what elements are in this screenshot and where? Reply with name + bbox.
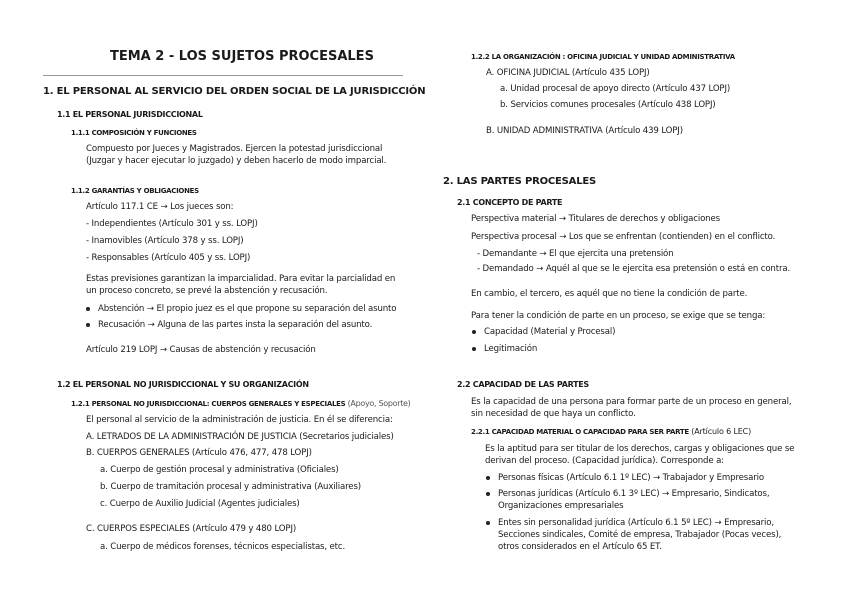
- section-1-2-2-heading: 1.2.2 LA ORGANIZACIÓN : OFICINA JUDICIAL Y UNIDAD ADMINISTRATIVA: [471, 53, 735, 61]
- section-1-1-1-heading: 1.1.1 COMPOSICIÓN Y FUNCIONES: [71, 129, 197, 137]
- paragraph-composition-line2: (Juzgar y hacer ejecutar lo juzgado) y deben hacerlo de modo imparcial.: [86, 156, 387, 166]
- bullet-capacity: [472, 327, 615, 338]
- list-item-b-c: c. Cuerpo de Auxilio Judicial (Agentes judiciales): [100, 499, 300, 509]
- bullet-abstention-text: Abstención → El propio juez es el que propone su separación del asunto: [98, 304, 397, 314]
- bullet-recusal-text: Recusación → Alguna de las partes insta la separación del asunto.: [98, 320, 373, 330]
- list-item-c-a: a. Cuerpo de médicos forenses, técnicos especialistas, etc.: [100, 542, 346, 552]
- bullet-legitimation: [472, 344, 537, 355]
- list-item-b-a: a. Cuerpo de gestión procesal y administrativa (Oficiales): [100, 465, 339, 475]
- section-2-2-heading: 2.2 CAPACIDAD DE LAS PARTES: [457, 380, 589, 389]
- third-party-line: En cambio, el tercero, es aquél que no tiene la condición de parte.: [471, 289, 748, 299]
- section-2-2-1-title: 2.2.1 CAPACIDAD MATERIAL O CAPACIDAD PARA SER PARTE: [471, 428, 689, 436]
- list-item-a: A. LETRADOS DE LA ADMINISTRACIÓN DE JUSTICIA (Secretarios judiciales): [86, 432, 394, 442]
- section-1-2-heading: 1.2 EL PERSONAL NO JURISDICCIONAL Y SU ORGANIZACIÓN: [57, 380, 309, 389]
- list-item-c: C. CUERPOS ESPECIALES (Artículo 479 y 480 LOPJ): [86, 524, 297, 534]
- guarantee-independent: - Independientes (Artículo 301 y ss. LOPJ): [86, 219, 258, 229]
- paragraph-aptitude-line1: Es la aptitud para ser titular de los derechos, cargas y obligaciones que se: [485, 444, 795, 454]
- plaintiff-line: - Demandante → El que ejercita una pretensión: [477, 249, 674, 259]
- bullet-icon: [472, 347, 476, 351]
- section-2-heading: 2. LAS PARTES PROCESALES: [443, 176, 597, 187]
- paragraph-composition-line1: Compuesto por Jueces y Magistrados. Ejercen la potestad jurisdiccional: [86, 144, 383, 154]
- section-1-2-1-title: 1.2.1 PERSONAL NO JURISDICCIONAL: CUERPOS GENERALES Y ESPECIALES: [71, 400, 346, 408]
- bullet-icon: [486, 492, 490, 496]
- section-1-heading: 1. EL PERSONAL AL SERVICIO DEL ORDEN SOCIAL DE LA JURISDICCIÓN: [43, 86, 426, 97]
- section-2-1-heading: 2.1 CONCEPTO DE PARTE: [457, 198, 563, 207]
- defendant-line: - Demandado → Aquél al que se le ejercita esa pretensión o está en contra.: [477, 264, 791, 274]
- material-perspective: Perspectiva material → Titulares de derechos y obligaciones: [471, 214, 720, 224]
- section-1-1-2-heading: 1.1.2 GARANTÍAS Y OBLIGACIONES: [71, 187, 199, 195]
- paragraph-capacity-line1: Es la capacidad de una persona para formar parte de un proceso en general,: [471, 397, 792, 407]
- paragraph-capacity-line2: sin necesidad de que haya un conflicto.: [471, 409, 636, 419]
- org-item-a-a: a. Unidad procesal de apoyo directo (Artículo 437 LOPJ): [500, 84, 731, 94]
- section-2-2-1-note: (Artículo 6 LEC): [688, 427, 752, 436]
- paragraph-staff: El personal al servicio de la administración de justicia. En él se diferencia:: [86, 415, 393, 425]
- org-item-a: A. OFICINA JUDICIAL (Artículo 435 LOPJ): [486, 68, 650, 78]
- bullet-entities: [486, 518, 774, 529]
- bullet-icon: [486, 521, 490, 525]
- article-219-line: Artículo 219 LOPJ → Causas de abstención y recusación: [86, 345, 316, 355]
- list-item-b-b: b. Cuerpo de tramitación procesal y administrativa (Auxiliares): [100, 482, 361, 492]
- paragraph-aptitude-line2: derivan del proceso. (Capacidad jurídica). Corresponde a:: [485, 456, 724, 466]
- bullet-legal-persons-text: Personas jurídicas (Artículo 6.1 3º LEC) → Empresario, Sindicatos,: [498, 489, 770, 499]
- paragraph-impartiality-line2: un proceso concreto, se prevé la abstención y recusación.: [86, 286, 328, 296]
- section-1-2-1-heading: [71, 398, 411, 410]
- bullet-legal-persons: [486, 489, 769, 500]
- section-1-1-heading: 1.1 EL PERSONAL JURISDICCIONAL: [57, 110, 203, 119]
- org-item-b: B. UNIDAD ADMINISTRATIVA (Artículo 439 LOPJ): [486, 126, 683, 136]
- bullet-icon: [472, 330, 476, 334]
- bullet-natural-persons: [486, 473, 764, 484]
- bullet-legitimation-text: Legitimación: [484, 344, 538, 354]
- bullet-capacity-text: Capacidad (Material y Procesal): [484, 327, 616, 337]
- title-divider: [43, 75, 403, 76]
- bullet-icon: [86, 323, 90, 327]
- bullet-legal-persons-cont: Organizaciones empresariales: [498, 501, 624, 511]
- page-title: TEMA 2 - LOS SUJETOS PROCESALES: [110, 49, 374, 64]
- bullet-icon: [86, 307, 90, 311]
- list-item-b: B. CUERPOS GENERALES (Artículo 476, 477, 478 LOPJ): [86, 448, 312, 458]
- bullet-recusal: [86, 320, 372, 331]
- section-1-2-1-note: (Apoyo, Soporte): [345, 399, 411, 408]
- article-117-line: Artículo 117.1 CE → Los jueces son:: [86, 202, 234, 212]
- procedural-perspective: Perspectiva procesal → Los que se enfrentan (contienden) en el conflicto.: [471, 232, 776, 242]
- guarantee-responsible: - Responsables (Artículo 405 y ss. LOPJ): [86, 253, 251, 263]
- bullet-entities-cont2: otros considerados en el Artículo 65 ET.: [498, 542, 662, 552]
- bullet-entities-cont1: Secciones sindicales, Comité de empresa, Trabajador (Pocas veces),: [498, 530, 782, 540]
- bullet-abstention: [86, 304, 396, 315]
- guarantee-irremovable: - Inamovibles (Artículo 378 y ss. LOPJ): [86, 236, 244, 246]
- paragraph-impartiality-line1: Estas previsiones garantizan la imparcialidad. Para evitar la parcialidad en: [86, 274, 396, 284]
- bullet-entities-text: Entes sin personalidad jurídica (Artículo 6.1 5º LEC) → Empresario,: [498, 518, 774, 528]
- section-2-2-1-heading: [471, 426, 751, 438]
- bullet-natural-persons-text: Personas físicas (Artículo 6.1 1º LEC) → Trabajador y Empresario: [498, 473, 764, 483]
- condition-line: Para tener la condición de parte en un proceso, se exige que se tenga:: [471, 311, 766, 321]
- bullet-icon: [486, 476, 490, 480]
- org-item-a-b: b. Servicios comunes procesales (Artículo 438 LOPJ): [500, 100, 716, 110]
